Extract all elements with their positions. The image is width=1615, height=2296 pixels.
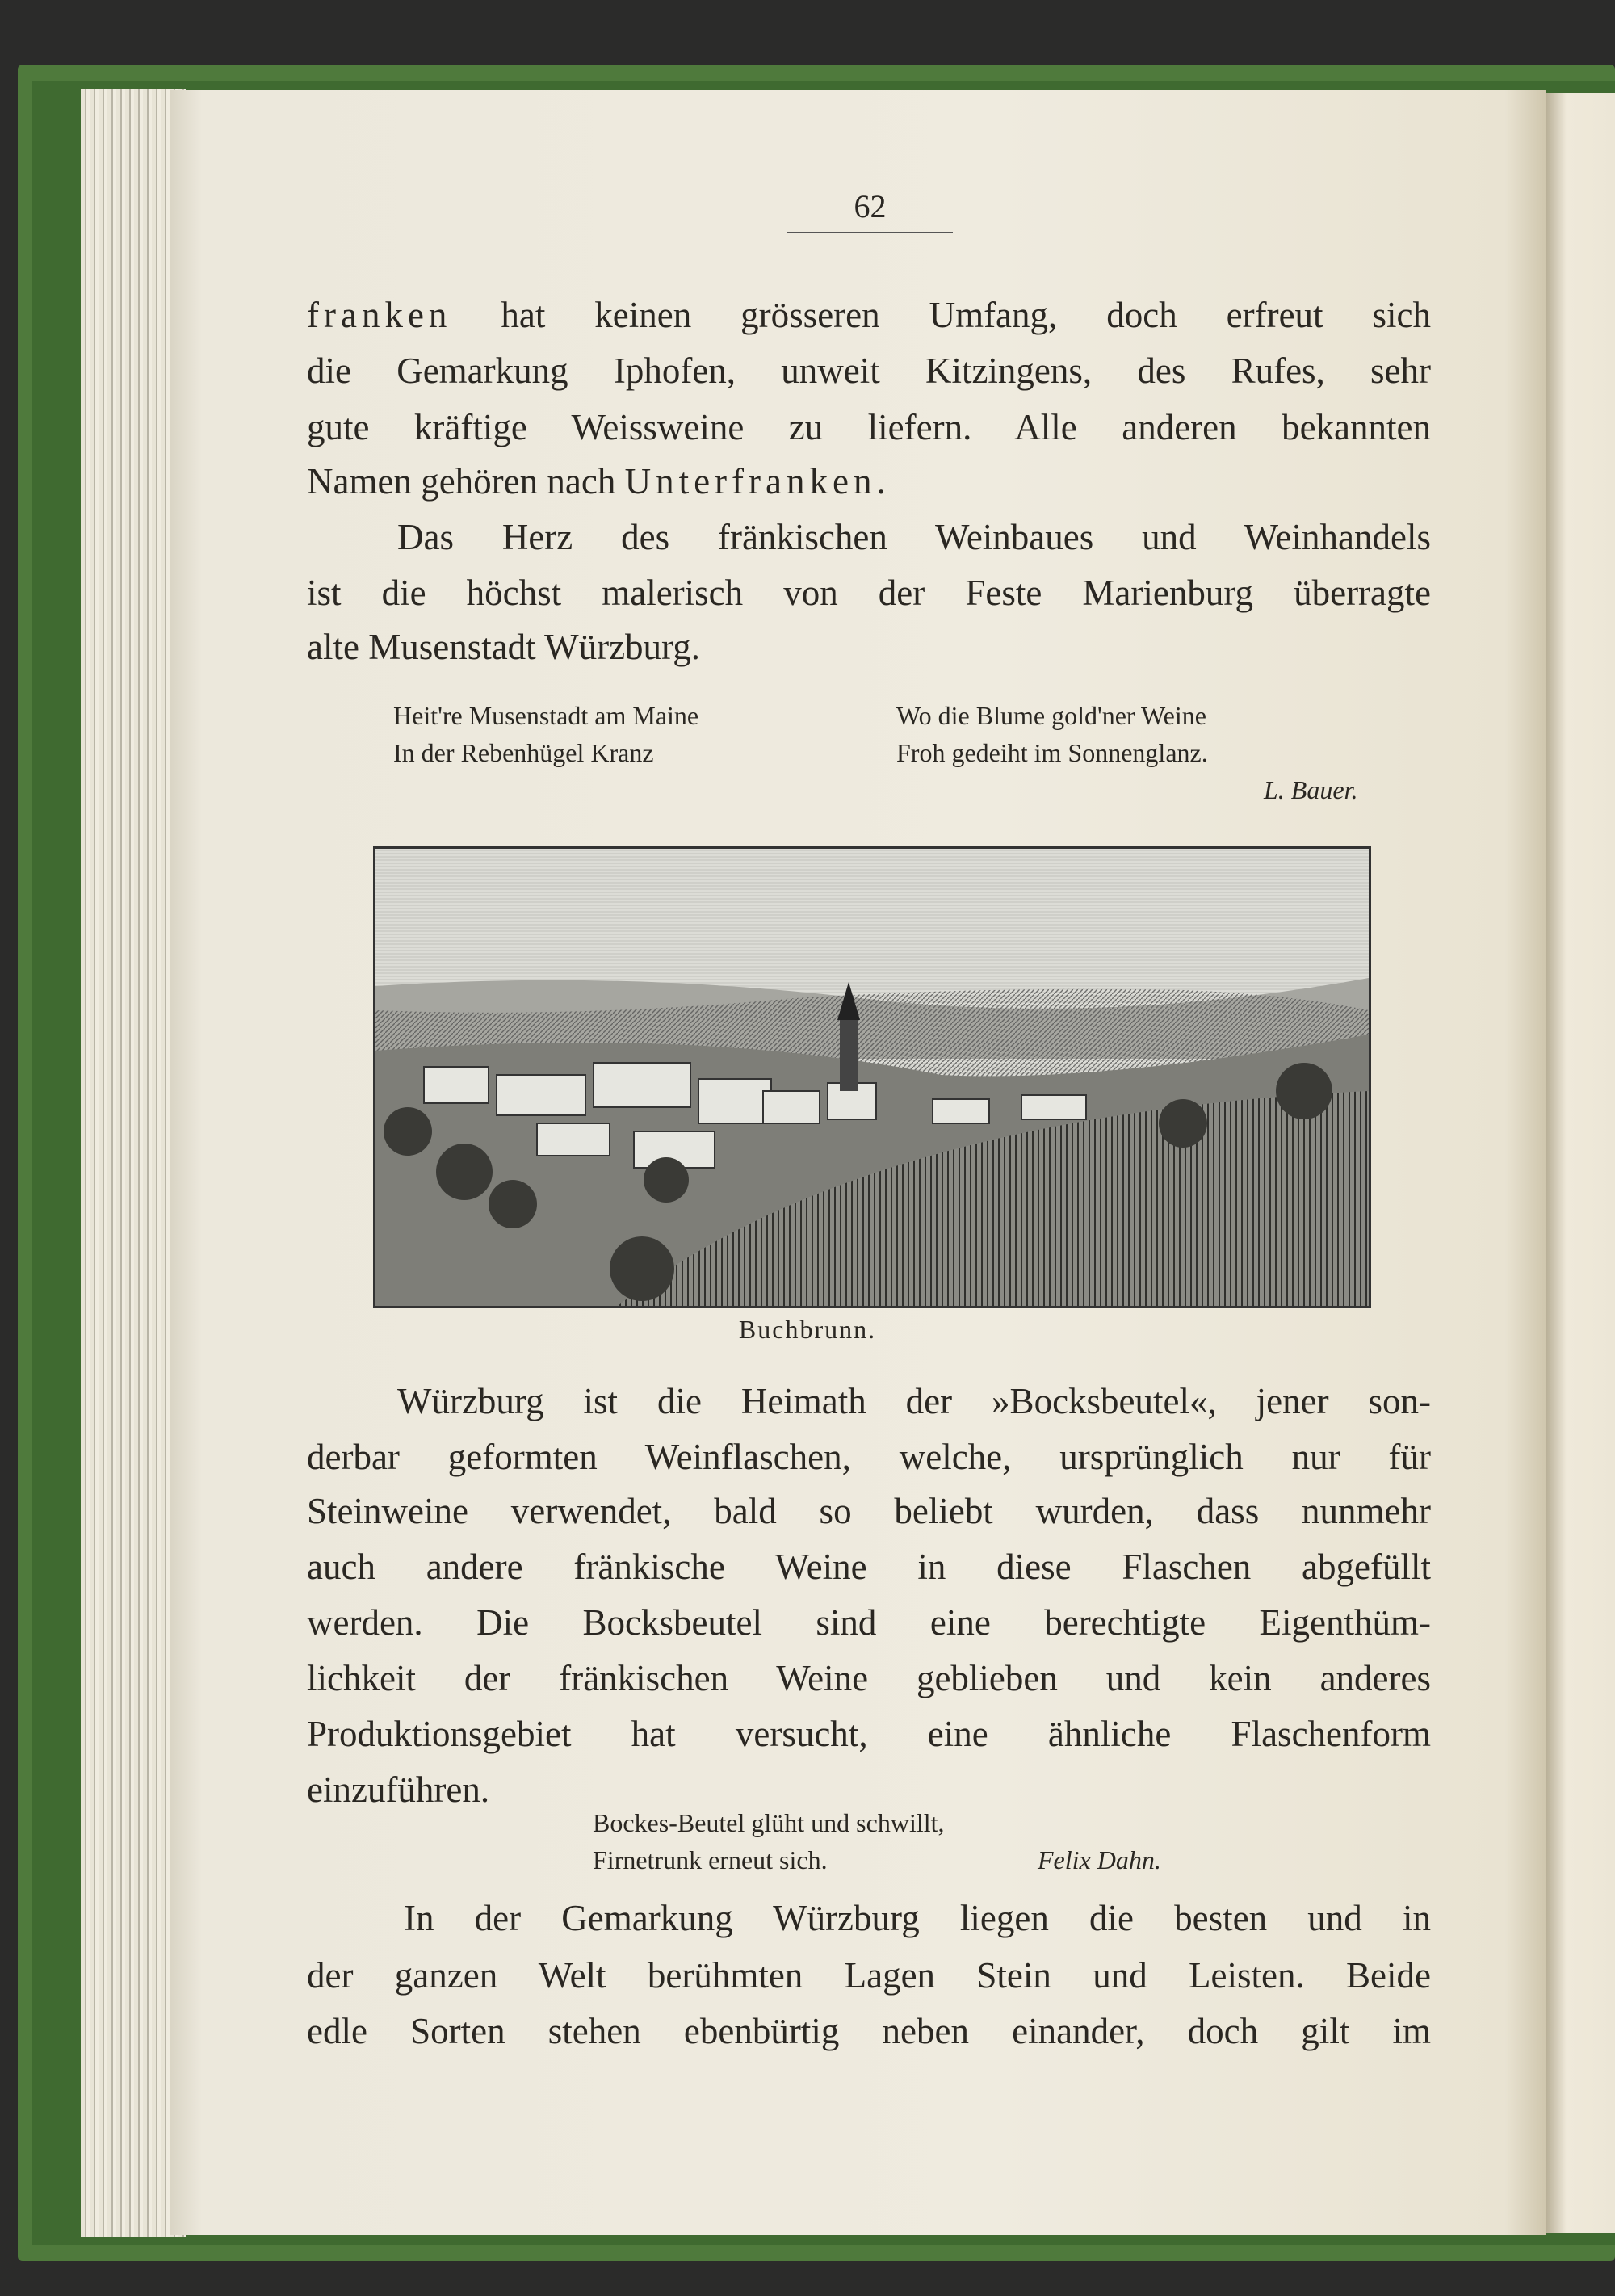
illustration-caption: Buchbrunn.	[738, 1315, 877, 1344]
text-line	[307, 459, 1431, 504]
text-line: edle Sorten stehen ebenbürtig neben einander, doch gilt im	[307, 2011, 1431, 2051]
engraving-buchbrunn	[373, 846, 1371, 1308]
text-line: die Gemarkung Iphofen, unweit Kitzingens, des Rufes, sehr	[307, 350, 1431, 391]
text-line: Würzburg ist die Heimath der »Bocksbeutel«, jener son-	[397, 1381, 1431, 1421]
text-fragment: hat keinen grösseren Umfang, doch erfreut sich	[451, 295, 1431, 335]
poem-line: Froh gedeiht im Sonnenglanz.	[896, 738, 1208, 767]
text-line: einzuführen.	[307, 1769, 490, 1810]
text-line: Produktionsgebiet hat versucht, eine ähnliche Flaschenform	[307, 1714, 1431, 1754]
page-number: 62	[787, 187, 953, 233]
text-line: derbar geformten Weinflaschen, welche, ursprünglich nur für	[307, 1437, 1431, 1477]
text-line: ist die höchst malerisch von der Feste Marienburg überragte	[307, 573, 1431, 613]
facing-page	[1546, 93, 1615, 2233]
poem-line: Wo die Blume gold'ner Weine	[896, 701, 1206, 730]
poem-line: Heit're Musenstadt am Maine	[393, 701, 699, 730]
landscape-illustration	[375, 849, 1369, 1306]
text-line: In der Gemarkung Würzburg liegen die besten und in	[404, 1898, 1431, 1938]
poem-author: Felix Dahn.	[1038, 1845, 1161, 1874]
poem-author: L. Bauer.	[1264, 775, 1358, 804]
spaced-word: franken	[307, 295, 452, 335]
text-line: alte Musenstadt Würzburg.	[307, 627, 700, 667]
text-fragment: Namen gehören nach	[307, 461, 625, 502]
text-line: lichkeit der fränkischen Weine geblieben und kein anderes	[307, 1658, 1431, 1698]
text-line: Das Herz des fränkischen Weinbaues und Weinhandels	[397, 517, 1431, 557]
text-fragment: .	[876, 461, 886, 502]
text-line: der ganzen Welt berühmten Lagen Stein und Leisten. Beide	[307, 1955, 1431, 1996]
text-line: auch andere fränkische Weine in diese Flaschen abgefüllt	[307, 1547, 1431, 1587]
text-line	[307, 292, 1431, 338]
text-line: gute kräftige Weissweine zu liefern. Alle anderen bekannten	[307, 407, 1431, 447]
text-line: werden. Die Bocksbeutel sind eine berechtigte Eigenthüm-	[307, 1602, 1431, 1643]
spaced-word: Unterfranken	[624, 461, 877, 502]
poem-line: In der Rebenhügel Kranz	[393, 738, 654, 767]
poem-line: Bockes-Beutel glüht und schwillt,	[593, 1808, 945, 1837]
poem-line: Firnetrunk erneut sich.	[593, 1845, 828, 1874]
text-line: Steinweine verwendet, bald so beliebt wurden, dass nunmehr	[307, 1491, 1431, 1531]
